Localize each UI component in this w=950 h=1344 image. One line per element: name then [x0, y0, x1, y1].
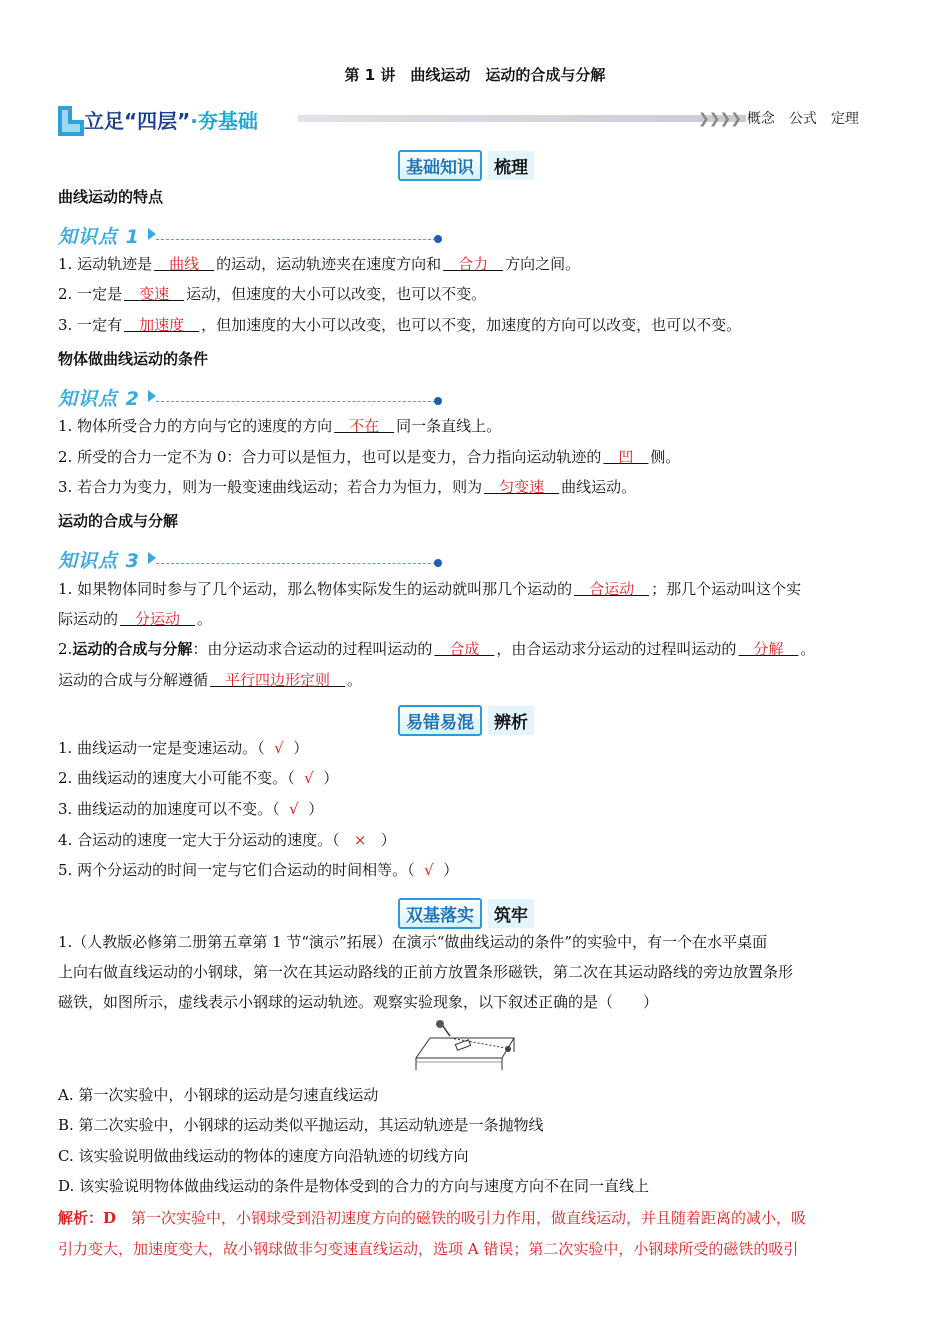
heading-curve-features: 曲线运动的特点 — [58, 188, 164, 206]
kp1-item-1: 1. 运动轨迹是 曲线 的运动，运动轨迹夹在速度方向和 合力 方向之间。 — [58, 255, 581, 273]
triangle-icon — [148, 390, 156, 402]
section-badge: 易错易混 — [398, 705, 482, 736]
judge-item-2: 2. 曲线运动的速度大小可能不变。（ √ ） — [58, 769, 339, 787]
knowledge-point-1: 知识点 1 — [58, 222, 458, 248]
judge-item-1: 1. 曲线运动一定是变速运动。（ √ ） — [58, 739, 309, 757]
judge-item-4: 4. 合运动的速度一定大于分运动的速度。（ × ） — [58, 831, 396, 849]
section-badge-rest: 辨析 — [488, 706, 534, 735]
section-badge: 基础知识 — [398, 150, 482, 181]
section-banner — [58, 100, 858, 138]
section-badge: 双基落实 — [398, 898, 482, 929]
section-heading-basics — [398, 150, 534, 180]
chevrons-icon: ❯❯❯❯ — [698, 111, 741, 127]
kp2-item-2: 2. 所受的合力一定不为 0：合力可以是恒力，也可以是变力，合力指向运动轨迹的 凹 侧。 — [58, 448, 681, 466]
question-1-line-2: 上向右做直线运动的小钢球，第一次在其运动路线的正前方放置条形磁铁，第二次在其运动路线的旁边放置条形 — [58, 963, 794, 981]
knowledge-point-3: 知识点 3 — [58, 546, 458, 572]
analysis-line-1: 解析：D 第一次实验中，小钢球受到沿初速度方向的磁铁的吸引力作用，做直线运动，并且随着距离的减小，吸 — [58, 1209, 807, 1227]
option-d: D. 该实验说明物体做曲线运动的条件是物体受到的合力的方向与速度方向不在同一直线上 — [58, 1177, 650, 1195]
triangle-icon — [148, 228, 156, 240]
question-1-line-3: 磁铁，如图所示，虚线表示小钢球的运动轨迹。观察实验现象，以下叙述正确的是（ ） — [58, 993, 659, 1011]
option-a: A. 第一次实验中，小钢球的运动是匀速直线运动 — [58, 1086, 379, 1104]
knowledge-point-2: 知识点 2 — [58, 384, 458, 410]
question-1-line-1: 1.（人教版必修第二册第五章第 1 节“演示”拓展）在演示“做曲线运动的条件”的实验中，有一个在水平桌面 — [58, 933, 768, 951]
experiment-figure — [410, 1018, 520, 1074]
section-badge-rest: 筑牢 — [488, 899, 534, 928]
kp1-item-2: 2. 一定是 变速 运动，但速度的大小可以改变，也可以不变。 — [58, 285, 487, 303]
kp3-item-1-cont: 际运动的 分运动 。 — [58, 610, 213, 628]
section-heading-practice — [398, 898, 534, 928]
triangle-icon — [148, 552, 156, 564]
analysis-line-2: 引力变大，加速度变大，故小钢球做非匀变速直线运动，选项 A 错误；第二次实验中，小钢球所受的磁铁的吸引 — [58, 1240, 799, 1258]
kp2-item-1: 1. 物体所受合力的方向与它的速度的方向 不在 同一条直线上。 — [58, 417, 502, 435]
option-b: B. 第二次实验中，小钢球的运动类似平抛运动，其运动轨迹是一条抛物线 — [58, 1116, 544, 1134]
kp3-item-2-cont: 运动的合成与分解遵循 平行四边形定则 。 — [58, 671, 363, 689]
kp2-item-3: 3. 若合力为变力，则为一般变速曲线运动；若合力为恒力，则为 匀变速 曲线运动。 — [58, 478, 637, 496]
heading-composition: 运动的合成与分解 — [58, 512, 179, 530]
judge-item-5: 5. 两个分运动的时间一定与它们合运动的时间相等。（ √ ） — [58, 861, 459, 879]
banner-subtitle: ❯❯❯❯ 概念 公式 定理 — [698, 111, 859, 127]
kp1-item-3: 3. 一定有 加速度 ，但加速度的大小可以改变，也可以不变，加速度的方向可以改变，也可以不变。 — [58, 316, 742, 334]
option-c: C. 该实验说明做曲线运动的物体的速度方向沿轨迹的切线方向 — [58, 1147, 469, 1165]
kp3-item-1: 1. 如果物体同时参与了几个运动，那么物体实际发生的运动就叫那几个运动的 合运动 ；那几个运动叫这个实 — [58, 580, 802, 598]
judge-item-3: 3. 曲线运动的加速度可以不变。（ √ ） — [58, 800, 324, 818]
banner-divider — [298, 115, 746, 122]
section-heading-mistakes — [398, 705, 534, 735]
section-badge-rest: 梳理 — [488, 151, 534, 180]
heading-curve-conditions: 物体做曲线运动的条件 — [58, 350, 209, 368]
banner-title: 立足“四层”·夯基础 — [84, 108, 258, 133]
kp3-item-2: 2.运动的合成与分解：由分运动求合运动的过程叫运动的 合成 ，由合运动求分运动的过程叫运动的 分解 。 — [58, 640, 816, 658]
page-title: 第 1 讲 曲线运动 运动的合成与分解 — [344, 66, 606, 84]
